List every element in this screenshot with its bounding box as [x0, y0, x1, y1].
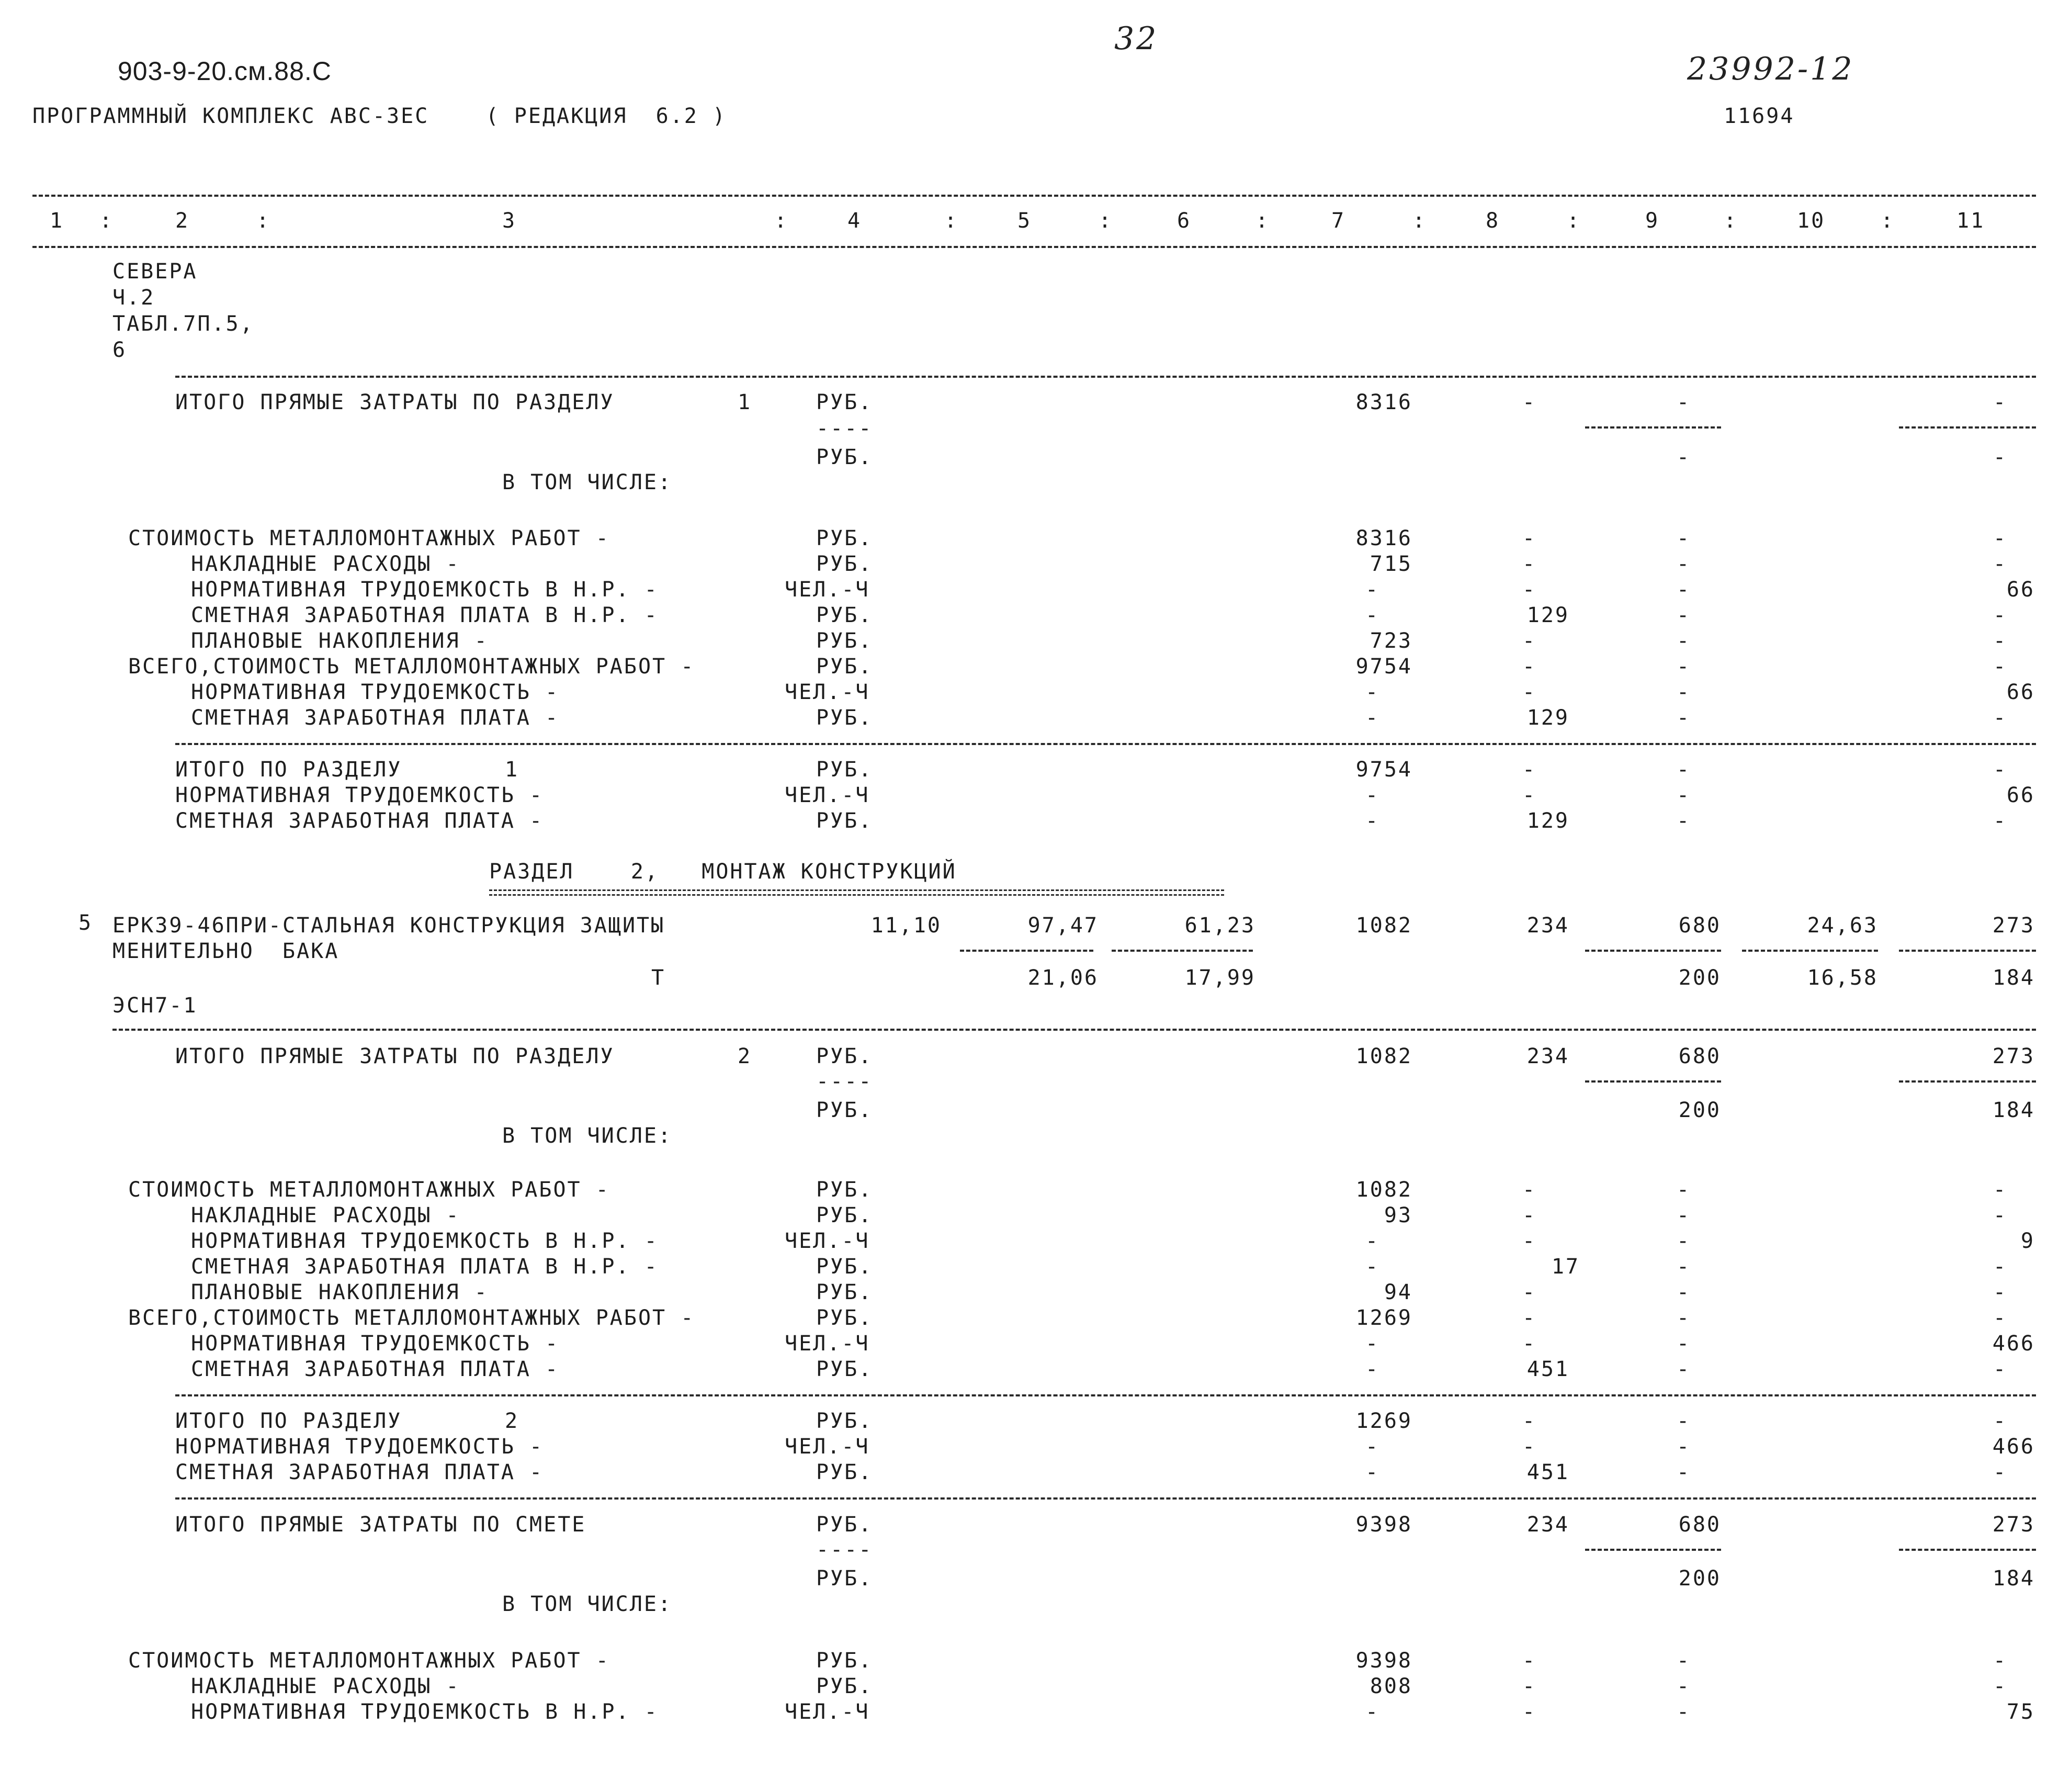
unit: РУБ. — [816, 390, 873, 414]
unit: ЧЕЛ.-Ч — [785, 1700, 870, 1724]
col8-value: - — [1522, 526, 1537, 550]
section-heading: РАЗДЕЛ 2, МОНТАЖ КОНСТРУКЦИЙ — [489, 860, 957, 884]
col11-value: 9 — [2020, 1229, 2035, 1253]
item-number: 5 — [78, 911, 93, 935]
row-label: СМЕТНАЯ ЗАРАБОТНАЯ ПЛАТА В Н.Р. - — [191, 1255, 659, 1279]
col9-value: - — [1677, 1409, 1691, 1433]
col6-value: 17,99 — [1184, 966, 1255, 990]
row-label: СМЕТНАЯ ЗАРАБОТНАЯ ПЛАТА В Н.Р. - — [191, 603, 659, 627]
col7-value: - — [1365, 603, 1380, 627]
col-11: 11 — [1956, 209, 1985, 233]
col7-value: - — [1365, 783, 1380, 807]
unit: РУБ. — [816, 1460, 873, 1484]
col8-value: 451 — [1526, 1460, 1569, 1484]
row-label: ПЛАНОВЫЕ НАКОПЛЕНИЯ - — [191, 1280, 489, 1304]
separator: : — [774, 209, 789, 233]
col9-value: - — [1677, 1332, 1691, 1356]
unit: РУБ. — [816, 603, 873, 627]
text-line: ТАБЛ.7П.5, — [112, 312, 254, 336]
document-code: 903-9-20.см.88.С — [118, 57, 332, 86]
separator: : — [944, 209, 959, 233]
col9-value: - — [1677, 1674, 1691, 1698]
rule — [1899, 426, 2036, 429]
col8-value: - — [1522, 1280, 1537, 1304]
row-label: НАКЛАДНЫЕ РАСХОДЫ - — [191, 1674, 460, 1698]
unit: РУБ. — [816, 1513, 873, 1537]
col8-value: - — [1522, 1306, 1537, 1330]
unit: ЧЕЛ.-Ч — [785, 1435, 870, 1459]
col11-value: - — [1993, 1649, 2008, 1673]
col11-value: - — [1993, 1357, 2008, 1381]
unit: РУБ. — [816, 1649, 873, 1673]
item-description: ЕРКЗ9-46ПРИ-СТАЛЬНАЯ КОНСТРУКЦИЯ ЗАЩИТЫ — [112, 914, 665, 938]
col10-value: 16,58 — [1807, 966, 1878, 990]
col8-value: - — [1522, 655, 1537, 679]
col9-value: - — [1677, 1700, 1691, 1724]
col-6: 6 — [1177, 209, 1192, 233]
col7-value: - — [1365, 680, 1380, 704]
stamp-number: 11694 — [1724, 104, 1795, 128]
text-line: Ч.2 — [112, 286, 155, 310]
unit: РУБ. — [816, 1280, 873, 1304]
subheading: В ТОМ ЧИСЛЕ: — [502, 470, 672, 494]
col7-value: 9754 — [1355, 758, 1412, 782]
col7-value: - — [1365, 578, 1380, 602]
col7-value: 8316 — [1355, 390, 1412, 414]
row-label: НОРМАТИВНАЯ ТРУДОЕМКОСТЬ - — [191, 1332, 560, 1356]
col11-value: - — [1993, 1178, 2008, 1202]
col7-value: - — [1365, 1332, 1380, 1356]
separator: : — [256, 209, 271, 233]
col9-value: 680 — [1678, 914, 1721, 938]
section-number: 1 — [738, 390, 752, 414]
col9-value: - — [1677, 1649, 1691, 1673]
col9-value: - — [1677, 655, 1691, 679]
col9-value: - — [1677, 1280, 1691, 1304]
col9-value: - — [1677, 1229, 1691, 1253]
col7-value: - — [1365, 1700, 1380, 1724]
col9-value: 200 — [1678, 1566, 1721, 1591]
col7-value: 1082 — [1355, 1178, 1412, 1202]
rule — [112, 1029, 2036, 1031]
col11-value: - — [1993, 1460, 2008, 1484]
unit-divider: ---- — [816, 1069, 873, 1094]
col11-value: - — [1993, 758, 2008, 782]
rule — [1585, 426, 1721, 429]
col9-value: - — [1677, 578, 1691, 602]
separator: : — [1099, 209, 1113, 233]
col9-value: - — [1677, 706, 1691, 730]
rule — [175, 1394, 2036, 1396]
col7-value: - — [1365, 1435, 1380, 1459]
row-label: НОРМАТИВНАЯ ТРУДОЕМКОСТЬ В Н.Р. - — [191, 1229, 659, 1253]
col8-value: 17 — [1551, 1255, 1580, 1279]
unit: ЧЕЛ.-Ч — [785, 1332, 870, 1356]
col9-value: 200 — [1678, 1098, 1721, 1122]
unit: РУБ. — [816, 1306, 873, 1330]
row-label: НОРМАТИВНАЯ ТРУДОЕМКОСТЬ - — [175, 783, 544, 807]
col8-value: 129 — [1526, 603, 1569, 627]
col7-value: 93 — [1384, 1203, 1412, 1227]
col10-value: 24,63 — [1807, 914, 1878, 938]
unit: РУБ. — [816, 655, 873, 679]
col-3: 3 — [502, 209, 517, 233]
col9-value: 680 — [1678, 1513, 1721, 1537]
rule — [1899, 950, 2036, 952]
col7-value: 8316 — [1355, 526, 1412, 550]
rule — [1585, 950, 1721, 952]
unit: РУБ. — [816, 445, 873, 469]
col11-value: 75 — [2006, 1700, 2035, 1724]
col11-value: - — [1993, 1409, 2008, 1433]
col7-value: 1082 — [1355, 914, 1412, 938]
col-5: 5 — [1017, 209, 1032, 233]
col9-value: - — [1677, 552, 1691, 576]
row-label: ПЛАНОВЫЕ НАКОПЛЕНИЯ - — [191, 629, 489, 653]
col9-value: 680 — [1678, 1044, 1721, 1068]
row-label: ВСЕГО,СТОИМОСТЬ МЕТАЛЛОМОНТАЖНЫХ РАБОТ - — [128, 655, 695, 679]
unit: РУБ. — [816, 1044, 873, 1068]
section-number: 2 — [505, 1409, 519, 1433]
unit: РУБ. — [816, 706, 873, 730]
col11-value: 66 — [2006, 680, 2035, 704]
row-label: НОРМАТИВНАЯ ТРУДОЕМКОСТЬ - — [191, 680, 560, 704]
col7-value: - — [1365, 1460, 1380, 1484]
separator: : — [99, 209, 114, 233]
row-label: СМЕТНАЯ ЗАРАБОТНАЯ ПЛАТА - — [191, 706, 560, 730]
col8-value: 234 — [1526, 914, 1569, 938]
row-label: СМЕТНАЯ ЗАРАБОТНАЯ ПЛАТА - — [175, 809, 544, 833]
row-label: ИТОГО ПРЯМЫЕ ЗАТРАТЫ ПО РАЗДЕЛУ — [175, 390, 615, 414]
double-rule — [489, 889, 1224, 896]
col11-value: 66 — [2006, 783, 2035, 807]
col8-value: - — [1522, 1435, 1537, 1459]
row-label: ИТОГО ПРЯМЫЕ ЗАТРАТЫ ПО СМЕТЕ — [175, 1513, 586, 1537]
separator: : — [1881, 209, 1895, 233]
col7-value: 1082 — [1355, 1044, 1412, 1068]
col8-value: - — [1522, 578, 1537, 602]
rule — [175, 743, 2036, 745]
rule — [1112, 950, 1253, 952]
program-line: ПРОГРАММНЫЙ КОМПЛЕКС АВС-3ЕС ( РЕДАКЦИЯ 6.2 ) — [32, 104, 727, 128]
col11-value: 184 — [1992, 966, 2035, 990]
separator: : — [1567, 209, 1581, 233]
col8-value: - — [1522, 1649, 1537, 1673]
col-9: 9 — [1645, 209, 1660, 233]
col9-value: - — [1677, 1435, 1691, 1459]
col8-value: 451 — [1526, 1357, 1569, 1381]
col11-value: 466 — [1992, 1332, 2035, 1356]
col7-value: - — [1365, 706, 1380, 730]
unit-divider: ---- — [816, 1538, 873, 1562]
col9-value: 200 — [1678, 966, 1721, 990]
page-number: 32 — [1114, 20, 1159, 57]
col8-value: - — [1522, 1229, 1537, 1253]
col9-value: - — [1677, 680, 1691, 704]
col11-value: - — [1993, 809, 2008, 833]
unit: РУБ. — [816, 809, 873, 833]
row-label: НАКЛАДНЫЕ РАСХОДЫ - — [191, 1203, 460, 1227]
separator: : — [1255, 209, 1270, 233]
unit-divider: ---- — [816, 416, 873, 441]
col6-value: 61,23 — [1184, 914, 1255, 938]
unit: РУБ. — [816, 1178, 873, 1202]
col5-value: 21,06 — [1027, 966, 1099, 990]
rule — [1585, 1080, 1721, 1083]
col7-value: - — [1365, 1229, 1380, 1253]
unit: ЧЕЛ.-Ч — [785, 1229, 870, 1253]
row-label: ИТОГО ПО РАЗДЕЛУ — [175, 758, 402, 782]
col8-value: - — [1522, 629, 1537, 653]
col8-value: 234 — [1526, 1044, 1569, 1068]
col11-value: - — [1993, 552, 2008, 576]
col9-value: - — [1677, 445, 1691, 469]
rule — [1899, 1549, 2036, 1551]
unit: РУБ. — [816, 758, 873, 782]
col9-value: - — [1677, 1255, 1691, 1279]
unit: РУБ. — [816, 1357, 873, 1381]
col9-value: - — [1677, 1178, 1691, 1202]
col9-value: - — [1677, 603, 1691, 627]
rule — [1742, 950, 1878, 952]
col11-value: 184 — [1992, 1098, 2035, 1122]
unit: ЧЕЛ.-Ч — [785, 680, 870, 704]
text-line: СЕВЕРА — [112, 260, 198, 284]
unit: РУБ. — [816, 1409, 873, 1433]
col7-value: 723 — [1370, 629, 1412, 653]
unit: РУБ. — [816, 1674, 873, 1698]
col9-value: - — [1677, 1306, 1691, 1330]
col8-value: - — [1522, 552, 1537, 576]
col9-value: - — [1677, 809, 1691, 833]
col11-value: - — [1993, 1280, 2008, 1304]
unit: ЧЕЛ.-Ч — [785, 783, 870, 807]
separator: : — [1724, 209, 1738, 233]
row-label: СМЕТНАЯ ЗАРАБОТНАЯ ПЛАТА - — [191, 1357, 560, 1381]
row-label: НАКЛАДНЫЕ РАСХОДЫ - — [191, 552, 460, 576]
col11-value: - — [1993, 1674, 2008, 1698]
item-description: МЕНИТЕЛЬНО БАКА — [112, 939, 340, 963]
col-4: 4 — [847, 209, 862, 233]
col8-value: - — [1522, 1203, 1537, 1227]
row-label: ВСЕГО,СТОИМОСТЬ МЕТАЛЛОМОНТАЖНЫХ РАБОТ - — [128, 1306, 695, 1330]
col7-value: 9398 — [1355, 1513, 1412, 1537]
col11-value: - — [1993, 655, 2008, 679]
col-2: 2 — [175, 209, 190, 233]
col11-value: - — [1993, 629, 2008, 653]
col7-value: 715 — [1370, 552, 1412, 576]
col8-value: 129 — [1526, 706, 1569, 730]
col7-value: 9398 — [1355, 1649, 1412, 1673]
col7-value: - — [1365, 1255, 1380, 1279]
row-label: НОРМАТИВНАЯ ТРУДОЕМКОСТЬ В Н.Р. - — [191, 578, 659, 602]
unit: ЧЕЛ.-Ч — [785, 578, 870, 602]
row-label: СТОИМОСТЬ МЕТАЛЛОМОНТАЖНЫХ РАБОТ - — [128, 1178, 610, 1202]
col11-value: - — [1993, 390, 2008, 414]
col11-value: - — [1993, 706, 2008, 730]
col-1: 1 — [50, 209, 64, 233]
item-code: ЭСН7-1 — [112, 994, 198, 1018]
rule — [960, 950, 1093, 952]
col4-value: 11,10 — [870, 914, 942, 938]
unit: РУБ. — [816, 1098, 873, 1122]
unit: РУБ. — [816, 552, 873, 576]
col7-value: - — [1365, 809, 1380, 833]
col8-value: - — [1522, 758, 1537, 782]
rule — [175, 376, 2036, 378]
col8-value: - — [1522, 1700, 1537, 1724]
text-line: 6 — [112, 338, 127, 362]
row-label: ИТОГО ПРЯМЫЕ ЗАТРАТЫ ПО РАЗДЕЛУ — [175, 1044, 615, 1068]
col11-value: 273 — [1992, 1044, 2035, 1068]
rule — [175, 1497, 2036, 1500]
col-10: 10 — [1797, 209, 1826, 233]
col7-value: 1269 — [1355, 1409, 1412, 1433]
section-number: 2 — [738, 1044, 752, 1068]
col-8: 8 — [1486, 209, 1500, 233]
rule — [1899, 1080, 2036, 1083]
col11-value: 184 — [1992, 1566, 2035, 1591]
col8-value: 129 — [1526, 809, 1569, 833]
col7-value: - — [1365, 1357, 1380, 1381]
unit: РУБ. — [816, 526, 873, 550]
col11-value: - — [1993, 445, 2008, 469]
col8-value: - — [1522, 390, 1537, 414]
col11-value: - — [1993, 526, 2008, 550]
separator: : — [1412, 209, 1427, 233]
rule — [1585, 1549, 1721, 1551]
col9-value: - — [1677, 1357, 1691, 1381]
col8-value: - — [1522, 1409, 1537, 1433]
col11-value: 66 — [2006, 578, 2035, 602]
col-7: 7 — [1331, 209, 1346, 233]
col11-value: - — [1993, 603, 2008, 627]
col7-value: 94 — [1384, 1280, 1412, 1304]
row-label: ИТОГО ПО РАЗДЕЛУ — [175, 1409, 402, 1433]
col5-value: 97,47 — [1027, 914, 1099, 938]
col8-value: - — [1522, 1674, 1537, 1698]
row-label: СМЕТНАЯ ЗАРАБОТНАЯ ПЛАТА - — [175, 1460, 544, 1484]
unit: РУБ. — [816, 1203, 873, 1227]
col7-value: 1269 — [1355, 1306, 1412, 1330]
rule — [32, 195, 2036, 197]
row-label: СТОИМОСТЬ МЕТАЛЛОМОНТАЖНЫХ РАБОТ - — [128, 1649, 610, 1673]
unit: РУБ. — [816, 1566, 873, 1591]
col11-value: 273 — [1992, 1513, 2035, 1537]
row-label: НОРМАТИВНАЯ ТРУДОЕМКОСТЬ - — [175, 1435, 544, 1459]
subheading: В ТОМ ЧИСЛЕ: — [502, 1592, 672, 1616]
col9-value: - — [1677, 758, 1691, 782]
col9-value: - — [1677, 526, 1691, 550]
unit: РУБ. — [816, 1255, 873, 1279]
col11-value: - — [1993, 1203, 2008, 1227]
col7-value: 808 — [1370, 1674, 1412, 1698]
unit: Т — [651, 966, 666, 990]
col8-value: - — [1522, 1332, 1537, 1356]
col8-value: - — [1522, 680, 1537, 704]
col9-value: - — [1677, 390, 1691, 414]
col8-value: - — [1522, 1178, 1537, 1202]
col8-value: 234 — [1526, 1513, 1569, 1537]
row-label: НОРМАТИВНАЯ ТРУДОЕМКОСТЬ В Н.Р. - — [191, 1700, 659, 1724]
col11-value: 466 — [1992, 1435, 2035, 1459]
section-number: 1 — [505, 758, 519, 782]
unit: РУБ. — [816, 629, 873, 653]
col9-value: - — [1677, 629, 1691, 653]
col9-value: - — [1677, 1203, 1691, 1227]
col11-value: - — [1993, 1306, 2008, 1330]
col7-value: 9754 — [1355, 655, 1412, 679]
handwritten-number: 23992-12 — [1687, 51, 1854, 87]
col9-value: - — [1677, 1460, 1691, 1484]
col9-value: - — [1677, 783, 1691, 807]
col11-value: - — [1993, 1255, 2008, 1279]
subheading: В ТОМ ЧИСЛЕ: — [502, 1124, 672, 1148]
row-label: СТОИМОСТЬ МЕТАЛЛОМОНТАЖНЫХ РАБОТ - — [128, 526, 610, 550]
col11-value: 273 — [1992, 914, 2035, 938]
rule — [32, 246, 2036, 248]
col8-value: - — [1522, 783, 1537, 807]
